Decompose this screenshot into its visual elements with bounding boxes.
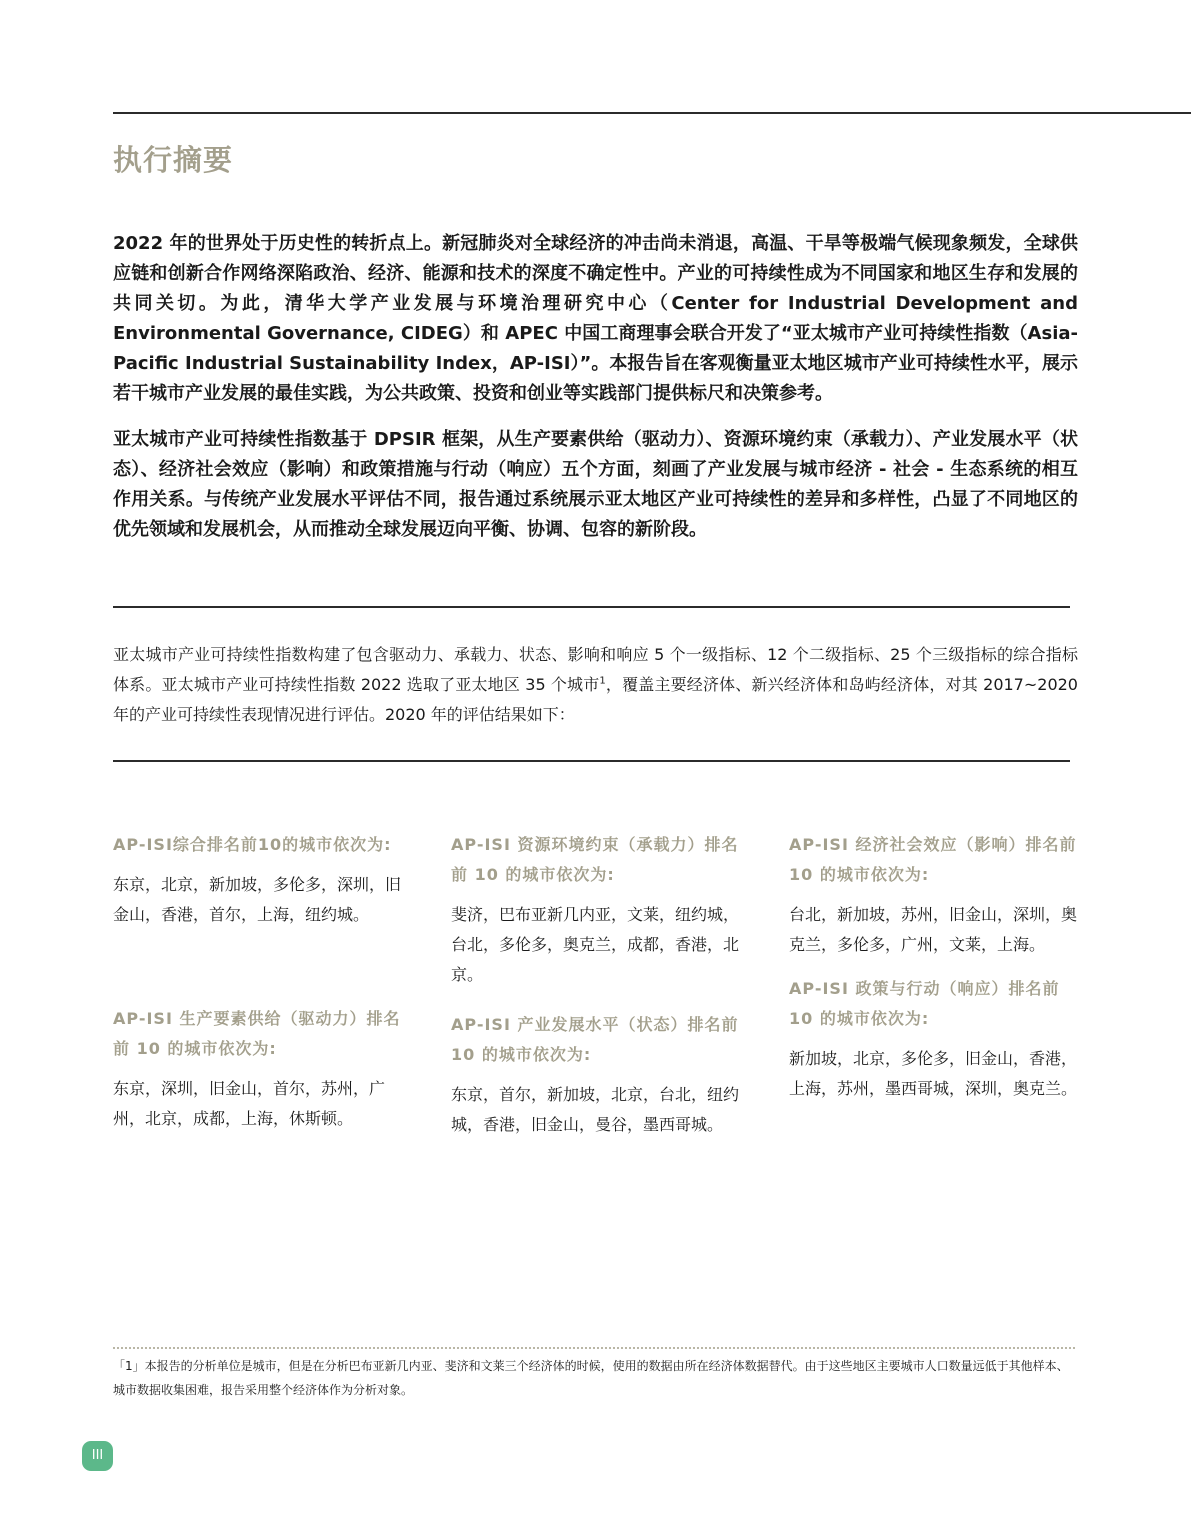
ranking-heading: AP-ISI 资源环境约束（承载力）排名前 10 的城市依次为:: [451, 835, 739, 884]
page-title: 执行摘要: [113, 143, 234, 177]
footnote-marker: 1: [599, 675, 606, 687]
section-divider: [113, 606, 1070, 608]
rankings-column: [451, 830, 741, 1154]
ranking-heading: AP-ISI综合排名前10的城市依次为:: [113, 835, 392, 854]
footnote: 「1」本报告的分析单位是城市，但是在分析巴布亚新几内亚、斐济和文莱三个经济体的时候，使用的数据由所在经济体数据替代。由于这些地区主要城市人口数量远低于其他样本、城市数据收集困难，报告采用整个经济体作为分析对象。: [113, 1359, 1069, 1397]
ranking-cities: 台北，新加坡，苏州，旧金山，深圳，奥克兰，多伦多，广州，文莱，上海。: [789, 905, 1078, 954]
ranking-block-capacity: [451, 830, 741, 990]
ranking-block-overall: [113, 830, 403, 930]
ranking-block-driver: [113, 1004, 403, 1134]
ranking-block-response: [789, 974, 1079, 1104]
footnote-divider: [113, 1347, 1075, 1349]
intro-paragraph: 2022 年的世界处于历史性的转折点上。新冠肺炎对全球经济的冲击尚未消退，高温、干旱等极端气候现象频发，全球供应链和创新合作网络深陷政治、经济、能源和技术的深度不确定性中。产业的可持续性成为不同国家和地区生存和发展的共同关切。为此，清华大学产业发展与环境治理研究中心（Center for Industrial Development and Environmental Governance, CIDEG）和 APEC 中国工商理事会联合开发了“亚太城市产业可持续性指数（Asia-Pacific Industrial Sustainability Index，AP-ISI）”。本报告旨在客观衡量亚太地区城市产业可持续性水平，展示若干城市产业发展的最佳实践，为公共政策、投资和创业等实践部门提供标尺和决策参考。: [113, 233, 1078, 404]
ranking-cities: 东京，北京，新加坡，多伦多，深圳，旧金山，香港，首尔，上海，纽约城。: [113, 875, 402, 924]
top-divider: [113, 112, 1191, 114]
rankings-column: [113, 830, 403, 1148]
intro-paragraph: 亚太城市产业可持续性指数基于 DPSIR 框架，从生产要素供给（驱动力）、资源环境约束（承载力）、产业发展水平（状态）、经济社会效应（影响）和政策措施与行动（响应）五个方面，刻画了产业发展与城市经济 - 社会 - 生态系统的相互作用关系。与传统产业发展水平评估不同，报告通过系统展示亚太地区产业可持续性的差异和多样性，凸显了不同地区的优先领域和发展机会，从而推动全球发展迈向平衡、协调、包容的新阶段。: [113, 429, 1078, 540]
summary-paragraph: [113, 640, 1078, 730]
ranking-heading: AP-ISI 生产要素供给（驱动力）排名前 10 的城市依次为:: [113, 1009, 401, 1058]
summary-text: ，覆盖主要经济体、新兴经济体和岛屿经济体，对其 2017~2020 年的产业可持续性表现情况进行评估。2020 年的评估结果如下：: [113, 675, 1078, 724]
ranking-block-impact: [789, 830, 1079, 960]
ranking-heading: AP-ISI 经济社会效应（影响）排名前 10 的城市依次为:: [789, 835, 1077, 884]
ranking-heading: AP-ISI 政策与行动（响应）排名前 10 的城市依次为:: [789, 979, 1060, 1028]
ranking-block-state: [451, 1010, 741, 1140]
ranking-cities: 新加坡，北京，多伦多，旧金山，香港，上海，苏州，墨西哥城，深圳，奥克兰。: [789, 1049, 1078, 1098]
ranking-cities: 东京，深圳，旧金山，首尔，苏州，广州，北京，成都，上海，休斯顿。: [113, 1079, 386, 1128]
ranking-cities: 斐济，巴布亚新几内亚，文莱，纽约城，台北，多伦多，奥克兰，成都，香港，北京。: [451, 905, 740, 984]
ranking-cities: 东京，首尔，新加坡，北京，台北，纽约城，香港，旧金山，曼谷，墨西哥城。: [451, 1085, 740, 1134]
ranking-heading: AP-ISI 产业发展水平（状态）排名前 10 的城市依次为:: [451, 1015, 739, 1064]
rankings-column: [789, 830, 1079, 1118]
page-number-badge: III: [82, 1441, 113, 1471]
section-divider: [113, 760, 1070, 762]
summary-text: 亚太城市产业可持续性指数构建了包含驱动力、承载力、状态、影响和响应 5 个一级指标、12 个二级指标、25 个三级指标的综合指标体系。亚太城市产业可持续性指数 2022 选取了亚太地区 35 个城市: [113, 645, 1078, 694]
intro-section: [113, 229, 1078, 561]
